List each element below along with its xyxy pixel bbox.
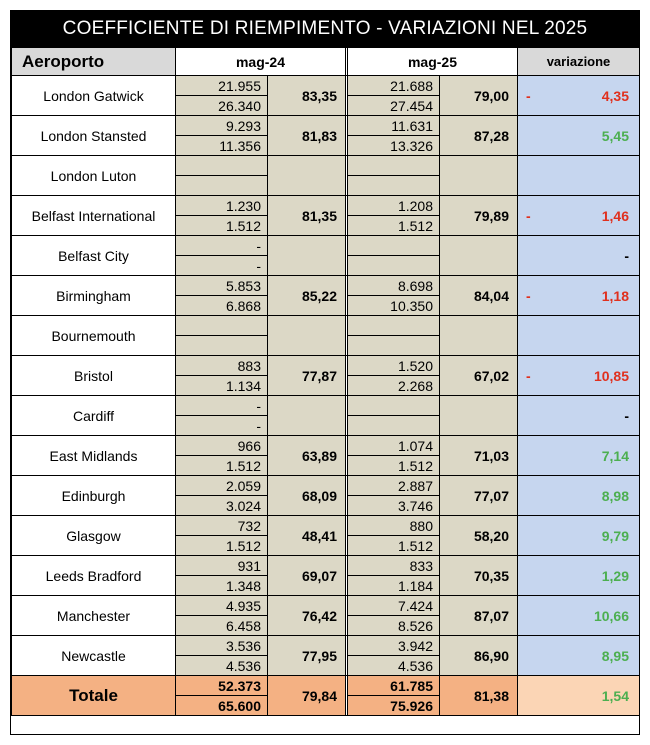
curr-passengers: 11.631: [348, 116, 440, 136]
prev-seats: [176, 336, 268, 356]
airport-name: Birmingham: [12, 276, 176, 316]
header-curr-month: mag-25: [348, 48, 518, 76]
prev-seats: -: [176, 256, 268, 276]
prev-seats: 1.512: [176, 216, 268, 236]
prev-passengers: 1.230: [176, 196, 268, 216]
airport-name: Edinburgh: [12, 476, 176, 516]
table-title: COEFFICIENTE DI RIEMPIMENTO - VARIAZIONI NEL 2025: [11, 11, 639, 47]
curr-passengers: [348, 236, 440, 256]
header-row: [12, 48, 640, 76]
prev-passengers: -: [176, 236, 268, 256]
curr-passengers: 3.942: [348, 636, 440, 656]
variation-value: 5,45: [601, 127, 629, 144]
airport-name: London Luton: [12, 156, 176, 196]
table-row: [12, 196, 640, 216]
prev-load-factor: 79,84: [268, 676, 346, 716]
curr-passengers: [348, 396, 440, 416]
variation-value: -: [624, 247, 629, 264]
table-row: [12, 556, 640, 576]
curr-seats: 75.926: [348, 696, 440, 716]
airport-name: London Stansted: [12, 116, 176, 156]
curr-load-factor: 71,03: [440, 436, 518, 476]
prev-load-factor: 76,42: [268, 596, 346, 636]
prev-load-factor: 48,41: [268, 516, 346, 556]
prev-passengers: 9.293: [176, 116, 268, 136]
prev-passengers: 3.536: [176, 636, 268, 656]
prev-load-factor: [268, 236, 346, 276]
curr-load-factor: 67,02: [440, 356, 518, 396]
variation-cell: [518, 436, 640, 476]
curr-seats: 1.512: [348, 536, 440, 556]
prev-passengers: 732: [176, 516, 268, 536]
variation-cell: [518, 356, 640, 396]
airport-name: London Gatwick: [12, 76, 176, 116]
curr-load-factor: [440, 316, 518, 356]
prev-passengers: 21.955: [176, 76, 268, 96]
curr-seats: 2.268: [348, 376, 440, 396]
variation-cell: [518, 76, 640, 116]
table-row: [12, 236, 640, 256]
curr-passengers: 1.074: [348, 436, 440, 456]
curr-load-factor: 86,90: [440, 636, 518, 676]
prev-seats: 4.536: [176, 656, 268, 676]
table-row: [12, 116, 640, 136]
prev-passengers: 5.853: [176, 276, 268, 296]
curr-passengers: [348, 316, 440, 336]
curr-seats: 3.746: [348, 496, 440, 516]
header-airport: Aeroporto: [12, 48, 176, 76]
airport-name: Belfast City: [12, 236, 176, 276]
prev-passengers: 2.059: [176, 476, 268, 496]
curr-seats: 4.536: [348, 656, 440, 676]
curr-load-factor: 77,07: [440, 476, 518, 516]
curr-seats: [348, 336, 440, 356]
variation-cell: [518, 516, 640, 556]
prev-load-factor: [268, 156, 346, 196]
table-row: [12, 356, 640, 376]
curr-seats: 8.526: [348, 616, 440, 636]
prev-passengers: -: [176, 396, 268, 416]
prev-seats: 1.512: [176, 536, 268, 556]
prev-passengers: 966: [176, 436, 268, 456]
curr-seats: 13.326: [348, 136, 440, 156]
curr-passengers: 1.208: [348, 196, 440, 216]
curr-load-factor: 81,38: [440, 676, 518, 716]
curr-passengers: 8.698: [348, 276, 440, 296]
curr-passengers: [348, 156, 440, 176]
prev-seats: 1.512: [176, 456, 268, 476]
prev-seats: [176, 176, 268, 196]
variation-cell: [518, 316, 640, 356]
negative-sign: -: [526, 87, 531, 104]
table-row: [12, 76, 640, 96]
prev-load-factor: 77,87: [268, 356, 346, 396]
variation-value: -: [624, 407, 629, 424]
curr-seats: 10.350: [348, 296, 440, 316]
negative-sign: -: [526, 287, 531, 304]
table-row: [12, 636, 640, 656]
variation-cell: [518, 676, 640, 716]
table-row: [12, 596, 640, 616]
prev-load-factor: [268, 316, 346, 356]
curr-passengers: 880: [348, 516, 440, 536]
airport-name: Newcastle: [12, 636, 176, 676]
variation-value: 1,54: [601, 687, 629, 704]
variation-cell: [518, 556, 640, 596]
variation-value: 1,29: [601, 567, 629, 584]
curr-seats: [348, 416, 440, 436]
airport-name: Totale: [12, 676, 176, 716]
curr-passengers: 833: [348, 556, 440, 576]
variation-cell: [518, 196, 640, 236]
curr-seats: [348, 176, 440, 196]
airport-name: Glasgow: [12, 516, 176, 556]
curr-load-factor: 87,28: [440, 116, 518, 156]
curr-seats: [348, 256, 440, 276]
curr-load-factor: [440, 396, 518, 436]
variation-cell: [518, 596, 640, 636]
variation-value: 10,66: [593, 607, 629, 624]
curr-passengers: 21.688: [348, 76, 440, 96]
header-prev-month: mag-24: [176, 48, 346, 76]
prev-seats: 3.024: [176, 496, 268, 516]
header-variation: variazione: [518, 48, 640, 76]
table-row: [12, 436, 640, 456]
prev-seats: 6.868: [176, 296, 268, 316]
curr-load-factor: 70,35: [440, 556, 518, 596]
curr-load-factor: 58,20: [440, 516, 518, 556]
airport-name: Cardiff: [12, 396, 176, 436]
table-row: [12, 476, 640, 496]
airport-name: Belfast International: [12, 196, 176, 236]
negative-sign: -: [526, 367, 531, 384]
variation-cell: [518, 476, 640, 516]
prev-seats: 65.600: [176, 696, 268, 716]
variation-cell: [518, 636, 640, 676]
curr-load-factor: 84,04: [440, 276, 518, 316]
prev-seats: 1.134: [176, 376, 268, 396]
prev-seats: 26.340: [176, 96, 268, 116]
curr-load-factor: 79,00: [440, 76, 518, 116]
prev-load-factor: [268, 396, 346, 436]
curr-load-factor: 79,89: [440, 196, 518, 236]
variation-value: 9,79: [601, 527, 629, 544]
airport-name: Manchester: [12, 596, 176, 636]
negative-sign: -: [526, 207, 531, 224]
prev-passengers: 931: [176, 556, 268, 576]
variation-value: 8,98: [601, 487, 629, 504]
prev-passengers: 4.935: [176, 596, 268, 616]
curr-seats: 27.454: [348, 96, 440, 116]
table-row: [12, 156, 640, 176]
load-factor-table: [11, 47, 640, 716]
prev-load-factor: 83,35: [268, 76, 346, 116]
airport-name: Bristol: [12, 356, 176, 396]
curr-passengers: 61.785: [348, 676, 440, 696]
prev-load-factor: 68,09: [268, 476, 346, 516]
prev-load-factor: 63,89: [268, 436, 346, 476]
variation-value: 1,46: [601, 207, 629, 224]
prev-passengers: [176, 316, 268, 336]
variation-cell: [518, 156, 640, 196]
total-row: [12, 676, 640, 696]
airport-name: Leeds Bradford: [12, 556, 176, 596]
prev-load-factor: 85,22: [268, 276, 346, 316]
curr-seats: 1.512: [348, 216, 440, 236]
variation-value: 10,85: [593, 367, 629, 384]
variation-value: 7,14: [601, 447, 629, 464]
curr-passengers: 2.887: [348, 476, 440, 496]
prev-passengers: 883: [176, 356, 268, 376]
prev-seats: 6.458: [176, 616, 268, 636]
variation-cell: [518, 236, 640, 276]
prev-load-factor: 81,35: [268, 196, 346, 236]
prev-load-factor: 69,07: [268, 556, 346, 596]
variation-value: 4,35: [601, 87, 629, 104]
airport-name: Bournemouth: [12, 316, 176, 356]
table-row: [12, 516, 640, 536]
table-row: [12, 316, 640, 336]
curr-load-factor: [440, 236, 518, 276]
airport-name: East Midlands: [12, 436, 176, 476]
curr-load-factor: [440, 156, 518, 196]
prev-seats: -: [176, 416, 268, 436]
prev-seats: 1.348: [176, 576, 268, 596]
prev-passengers: [176, 156, 268, 176]
table-row: [12, 276, 640, 296]
prev-seats: 11.356: [176, 136, 268, 156]
table-row: [12, 396, 640, 416]
prev-passengers: 52.373: [176, 676, 268, 696]
variation-cell: [518, 396, 640, 436]
table-frame: [10, 10, 640, 735]
curr-passengers: 7.424: [348, 596, 440, 616]
curr-load-factor: 87,07: [440, 596, 518, 636]
curr-seats: 1.512: [348, 456, 440, 476]
variation-value: 1,18: [601, 287, 629, 304]
prev-load-factor: 77,95: [268, 636, 346, 676]
curr-seats: 1.184: [348, 576, 440, 596]
prev-load-factor: 81,83: [268, 116, 346, 156]
curr-passengers: 1.520: [348, 356, 440, 376]
variation-value: 8,95: [601, 647, 629, 664]
variation-cell: [518, 116, 640, 156]
variation-cell: [518, 276, 640, 316]
